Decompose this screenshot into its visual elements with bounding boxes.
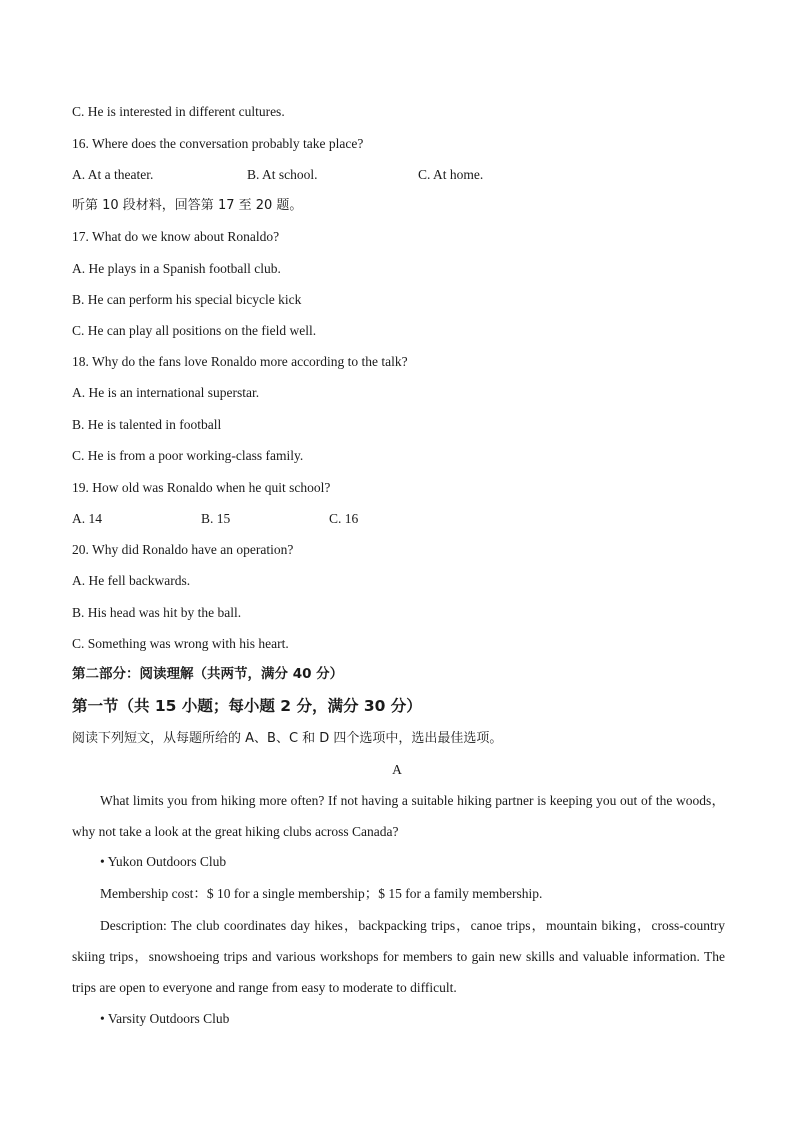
club1-name: • Yukon Outdoors Club [100,854,227,869]
section1-title: 第一节（共 15 小题；每小题 2 分，满分 30 分） [72,697,422,715]
q17-option-b: B. He can perform his special bicycle kick [72,292,302,307]
passage-label: A [392,762,402,777]
q16-option-c: C. At home. [418,167,484,182]
part2-title: 第二部分：阅读理解（共两节，满分 40 分） [72,666,344,682]
q18-option-b: B. He is talented in football [72,417,222,432]
q17-question: 17. What do we know about Ronaldo? [72,229,280,244]
q17-option-a: A. He plays in a Spanish football club. [72,261,281,276]
q20-option-a: A. He fell backwards. [72,573,191,588]
q15-option-c: C. He is interested in different cultures. [72,104,285,119]
club2-name: • Varsity Outdoors Club [100,1011,230,1026]
q20-option-c: C. Something was wrong with his heart. [72,636,289,651]
q18-option-a: A. He is an international superstar. [72,385,260,400]
q19-option-b: B. 15 [201,511,231,526]
q19-option-a: A. 14 [72,511,102,526]
q17-option-c: C. He can play all positions on the field well. [72,323,317,338]
section10-instruction: 听第 10 段材料，回答第 17 至 20 题。 [72,198,303,213]
q18-option-c: C. He is from a poor working-class family. [72,448,304,463]
reading-instruction: 阅读下列短文，从每题所给的 A、B、C 和 D 四个选项中，选出最佳选项。 [72,731,503,746]
q16-option-b: B. At school. [247,167,318,182]
passage-intro: What limits you from hiking more often? If not having a suitable hiking partner is keeping you out of the woods，why not take a look at the great hiking clubs across Canada? [72,793,725,839]
club1-cost: Membership cost：$ 10 for a single membership；$ 15 for a family membership. [100,886,543,901]
club1-description: Description: The club coordinates day hikes，backpacking trips，canoe trips，mountain biking，cross-country skiing trips，snowshoeing trips and various workshops for members to gain new skills and valuable information. The trips are open to everyone and range from easy to moderate to difficult. [72,918,725,995]
q19-option-c: C. 16 [329,511,359,526]
q20-question: 20. Why did Ronaldo have an operation? [72,542,294,557]
q16-option-a: A. At a theater. [72,167,154,182]
q16-question: 16. Where does the conversation probably take place? [72,136,364,151]
q18-question: 18. Why do the fans love Ronaldo more according to the talk? [72,354,408,369]
q20-option-b: B. His head was hit by the ball. [72,605,242,620]
q19-question: 19. How old was Ronaldo when he quit school? [72,480,331,495]
